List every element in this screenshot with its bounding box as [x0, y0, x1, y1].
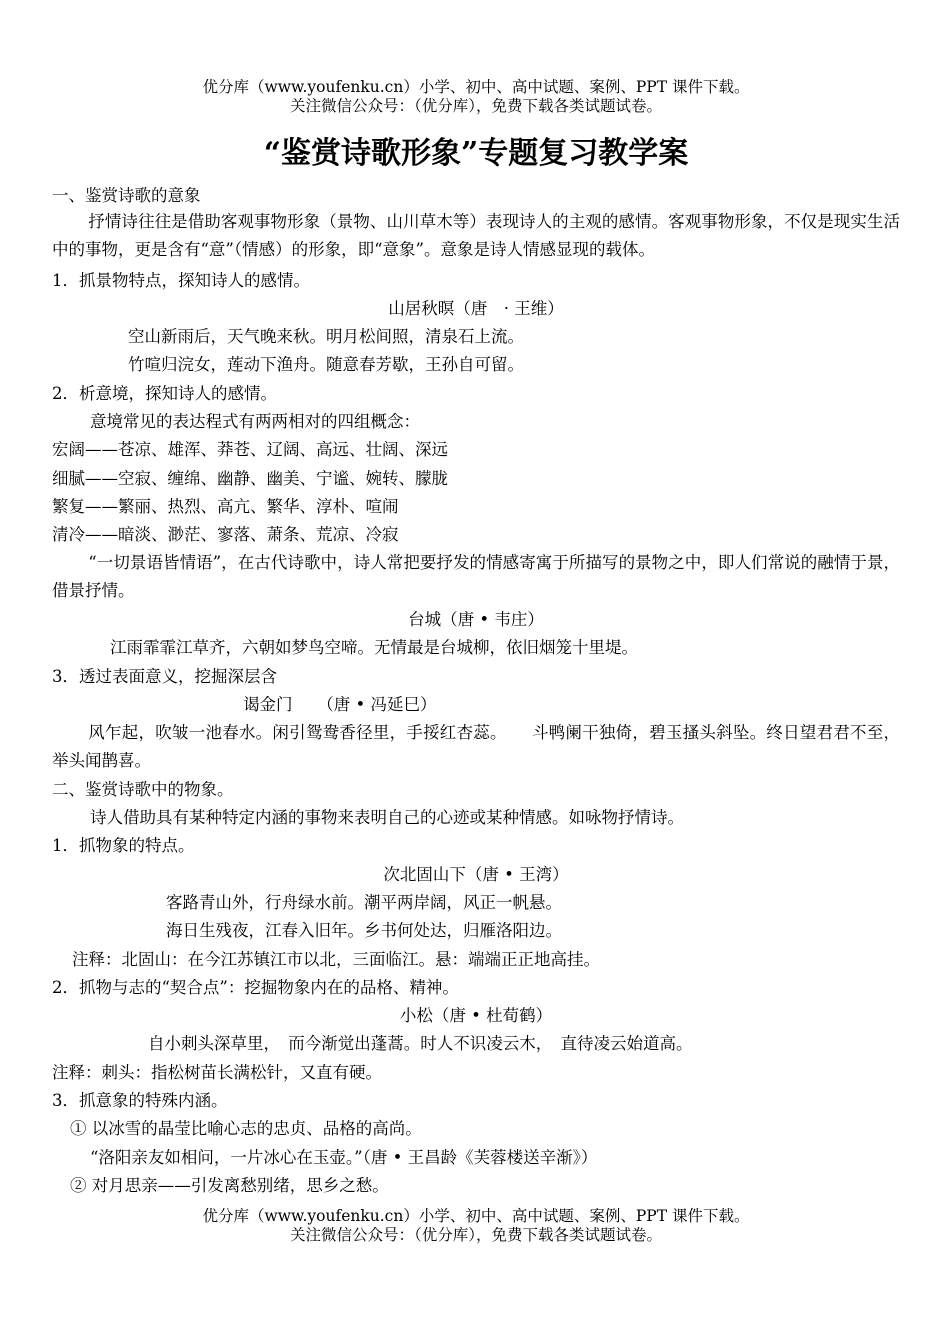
poem-4-note: 注释：北固山：在今江苏镇江市以北，三面临江。悬：端端正正地高挂。 — [72, 950, 600, 969]
poem-5-note: 注释：刺头：指松树苗长满松针，又直有硬。 — [52, 1063, 382, 1082]
s2-point-2-heading: 2．抓物与志的“契合点”：挖掘物象内在的品格、精神。 — [52, 978, 459, 997]
s2-point-3-heading: 3．抓意象的特殊内涵。 — [52, 1091, 228, 1110]
list-item-1-quote: “洛阳亲友如相问，一片冰心在玉壶。”（唐 • 王昌龄《芙蓉楼送辛渐》） — [90, 1148, 598, 1167]
concept-3: 繁复——繁丽、热烈、高亢、繁华、淳朴、喧闹 — [52, 497, 399, 516]
concept-1: 宏阔——苍凉、雄浑、莽苍、辽阔、高远、壮阔、深远 — [52, 440, 448, 459]
section-1-intro: 抒情诗往往是借助客观事物形象（景物、山川草木等）表现诗人的主观的感情。客观事物形象，不仅是现实生活中的事物，更是含有“意”（情感）的形象，即“意象”。意象是诗人情感显现的载体。 — [52, 212, 900, 259]
concept-2: 细腻——空寂、缠绵、幽静、幽美、宁谧、婉转、朦胧 — [52, 469, 448, 488]
header-line-1: 优分库（www.youfenku.cn）小学、初中、高中试题、案例、PPT 课件下载。 — [202, 78, 750, 96]
list-item-2: ② 对月思亲——引发离愁别绪，思乡之愁。 — [70, 1176, 389, 1195]
quote-paragraph: “一切景语皆情语”，在古代诗歌中，诗人常把要抒发的情感寄寓于所描写的景物之中，即人们常说的融情于景，借景抒情。 — [52, 553, 900, 600]
poem-1-line-1: 空山新雨后，天气晚来秋。明月松间照，清泉石上流。 — [128, 327, 524, 346]
footer-line-1: 优分库（www.youfenku.cn）小学、初中、高中试题、案例、PPT 课件下载。 — [202, 1207, 750, 1225]
poem-3-title: 谒金门 （唐 • 冯延巳） — [243, 695, 437, 714]
poem-5-line: 自小刺头深草里， 而今渐觉出蓬蒿。时人不识凌云木， 直待凌云始道高。 — [148, 1034, 693, 1053]
s2-point-1-heading: 1．抓物象的特点。 — [52, 836, 195, 855]
document-title: “鉴赏诗歌形象”专题复习教学案 — [263, 136, 689, 171]
concept-4: 清冷——暗淡、渺茫、寥落、萧条、荒凉、冷寂 — [52, 525, 399, 544]
list-item-1: ① 以冰雪的晶莹比喻心志的忠贞、品格的高尚。 — [70, 1119, 422, 1138]
point-3-heading: 3．透过表面意义，挖掘深层含 — [52, 667, 277, 686]
poem-3-text: 风乍起，吹皱一池春水。闲引鸳鸯香径里，手挼红杏蕊。 斗鸭阑干独倚，碧玉搔头斜坠。终日望君君不至，举头闻鹊喜。 — [52, 723, 900, 770]
section-1-heading: 一、鉴赏诗歌的意象 — [52, 186, 201, 205]
poem-2-title: 台城（唐 • 韦庄） — [408, 610, 544, 629]
poem-2-line: 江雨霏霏江草齐，六朝如梦鸟空啼。无情最是台城柳，依旧烟笼十里堤。 — [110, 638, 638, 657]
section-2-heading: 二、鉴赏诗歌中的物象。 — [52, 780, 234, 799]
point-2-intro: 意境常见的表达程式有两两相对的四组概念： — [90, 412, 420, 431]
poem-4-line-1: 客路青山外，行舟绿水前。潮平两岸阔，风正一帆悬。 — [166, 893, 562, 912]
point-1-heading: 1．抓景物特点，探知诗人的感情。 — [52, 271, 310, 290]
header-line-2: 关注微信公众号：（优分库），免费下载各类试题试卷。 — [289, 97, 662, 115]
footer-line-2: 关注微信公众号：（优分库），免费下载各类试题试卷。 — [289, 1226, 662, 1244]
poem-4-line-2: 海日生残夜，江春入旧年。乡书何处达，归雁洛阳边。 — [166, 921, 562, 940]
poem-1-line-2: 竹喧归浣女，莲动下渔舟。随意春芳歇，王孙自可留。 — [128, 355, 524, 374]
point-2-heading: 2．析意境，探知诗人的感情。 — [52, 384, 277, 403]
poem-4-title: 次北固山下（唐 • 王湾） — [383, 865, 569, 884]
poem-5-title: 小松（唐 • 杜荀鹤） — [399, 1006, 553, 1025]
section-2-intro: 诗人借助具有某种特定内涵的事物来表明自己的心迹或某种情感。如咏物抒情诗。 — [90, 808, 684, 827]
poem-1-title: 山居秋暝（唐 · 王维） — [388, 299, 564, 318]
